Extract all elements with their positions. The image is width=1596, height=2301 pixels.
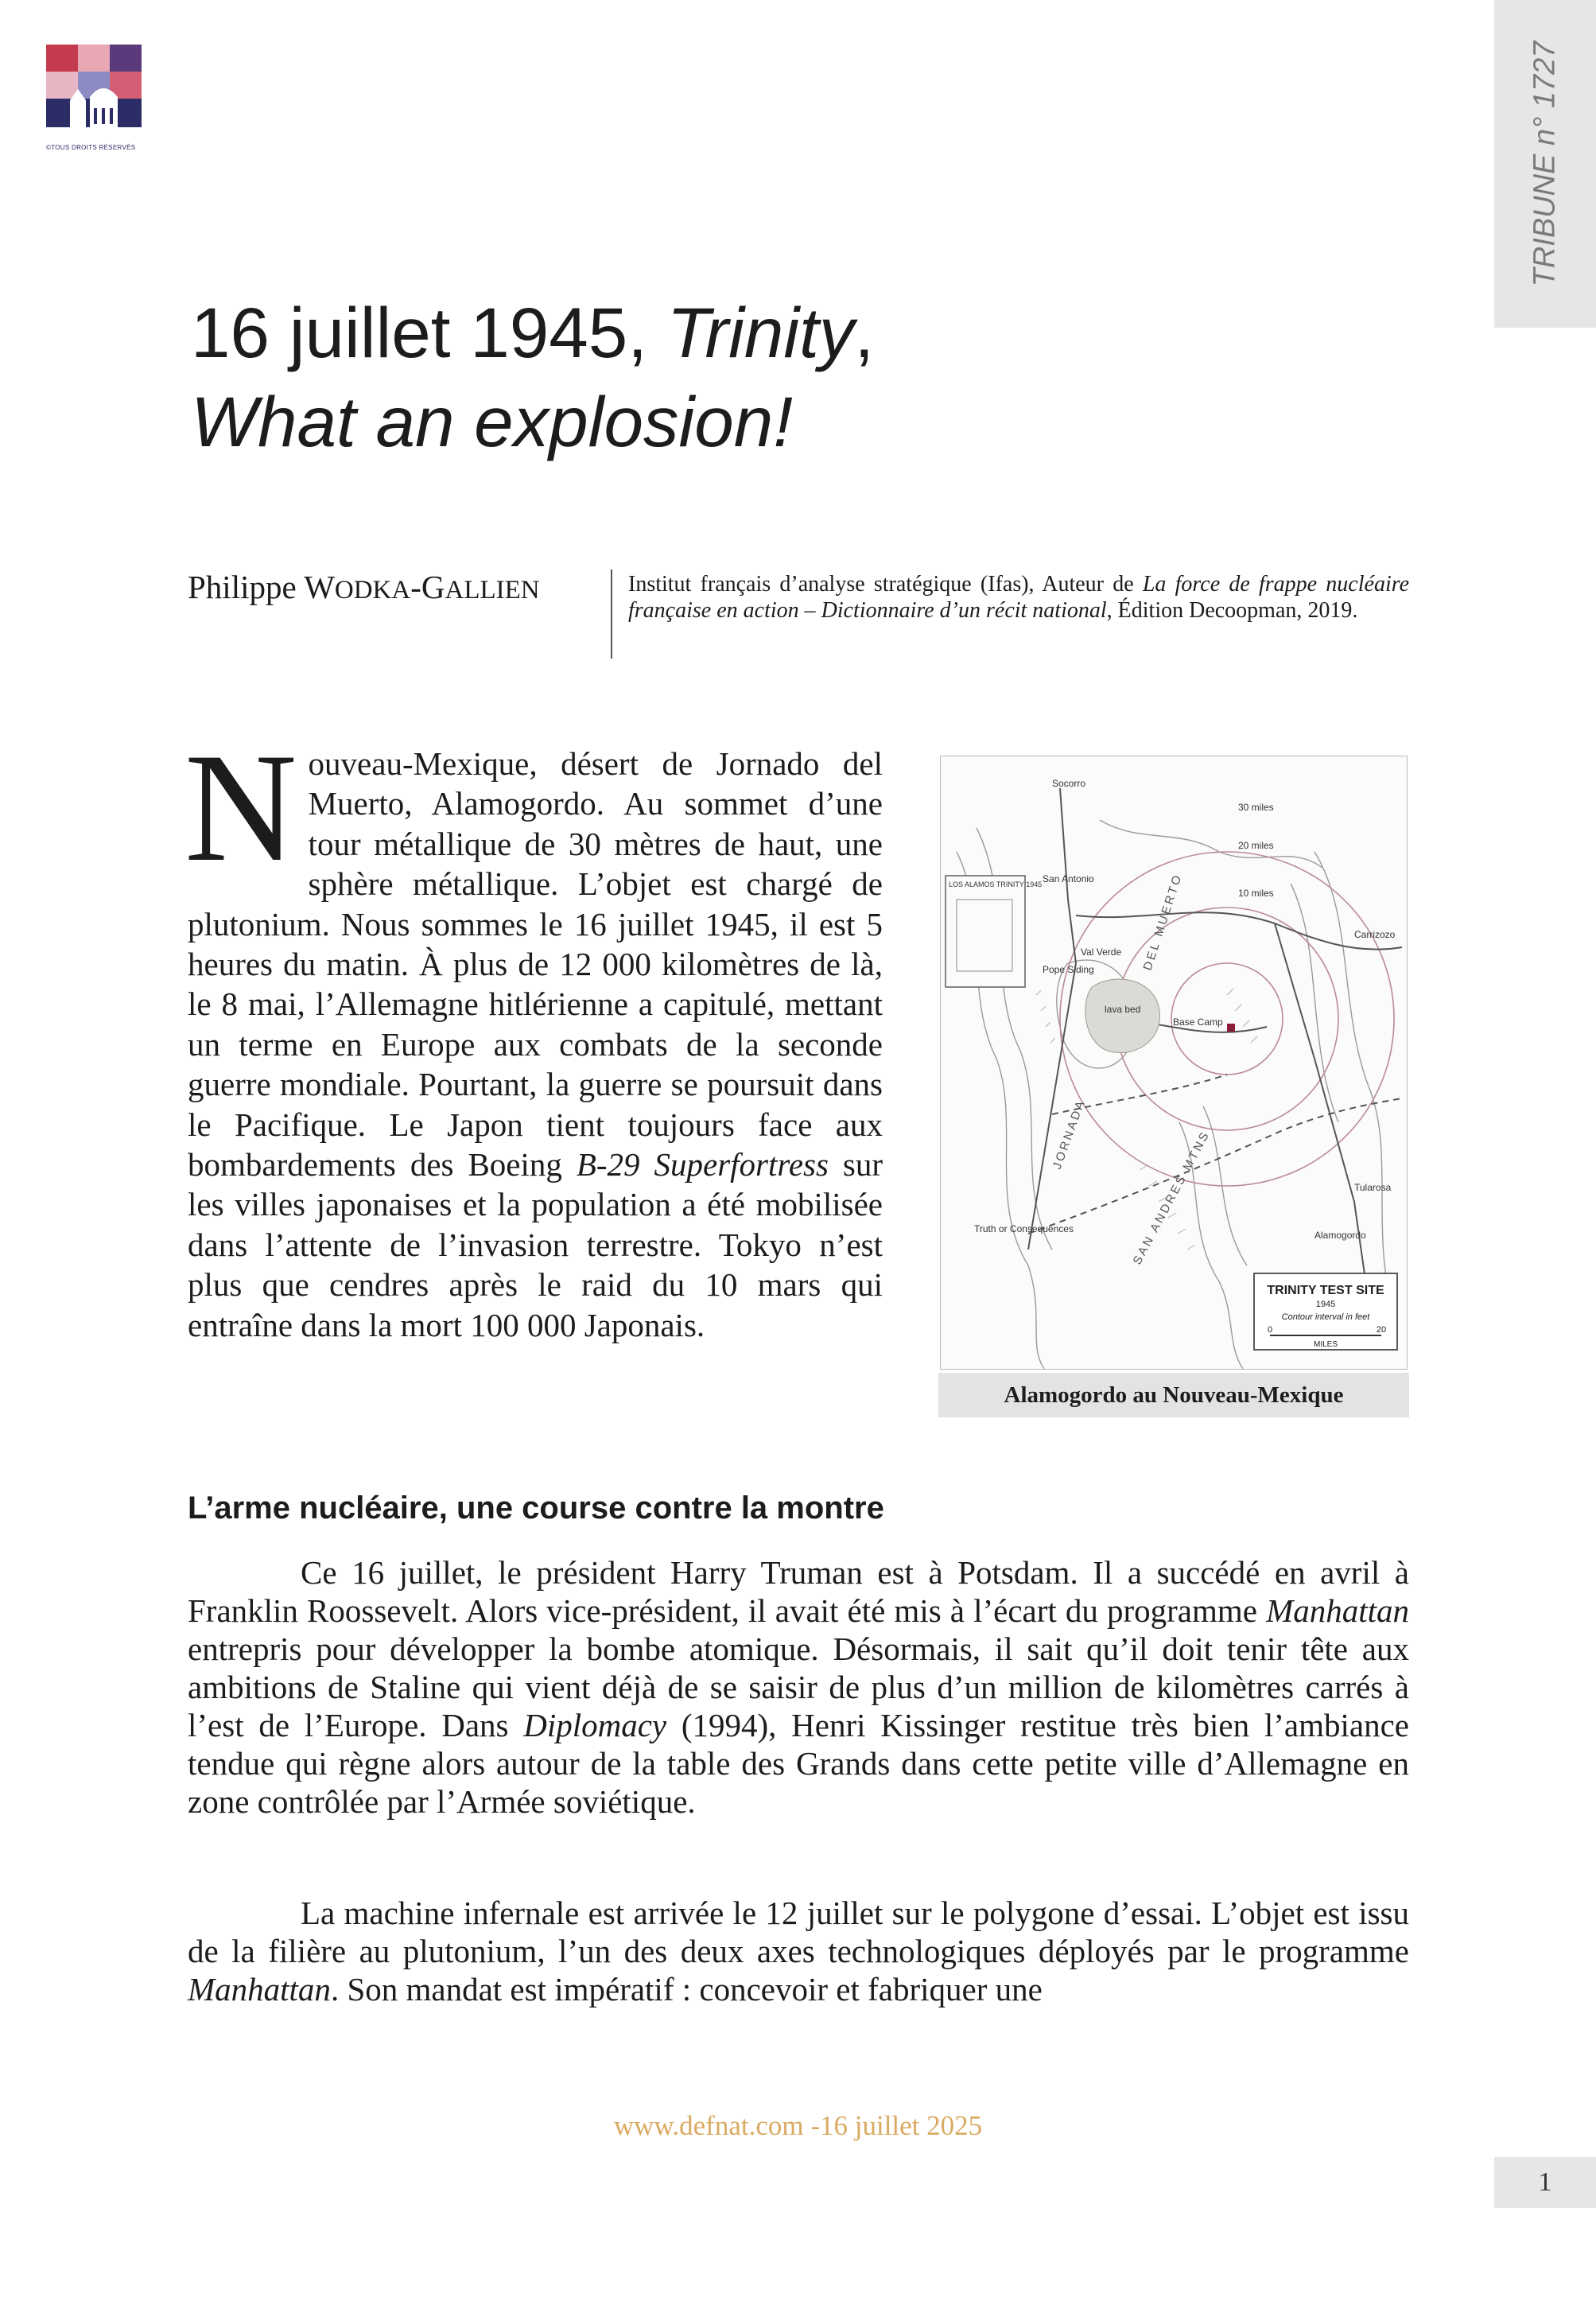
map-title: TRINITY TEST SITE: [1267, 1284, 1384, 1297]
lead-text: ouveau-Mexique, désert de Jornado del Muerto, Alamogordo. Au sommet d’une tour métallique de 30 mètres de haut, une sphère métallique. L’objet est chargé de plutonium. Nous sommes le 16 juillet 1945, il est 5 heures du matin. À plus de 12 000 kilomètres de là, le 8 mai, l’Allemagne hitlérienne a capitulé, mettant un terme en Europe aux combats de la seconde guerre mondiale. Pourtant, la guerre se poursuit dans le Pacifique. Le Japon tient toujours face aux bombardements des Boeing: [188, 745, 883, 1184]
tribune-label: TRIBUNE n° 1727: [1528, 41, 1562, 287]
map-label: lava bed: [1105, 1004, 1141, 1015]
author-last-smallcaps: ALLIEN: [445, 576, 540, 604]
map-year: 1945: [1315, 1300, 1336, 1309]
scale-label: 0: [1267, 1325, 1273, 1335]
map-label: 30 miles: [1238, 802, 1274, 813]
title-part: 16 juillet 1945,: [191, 293, 667, 372]
body-paragraph: [188, 1553, 1409, 1821]
title-part-italic: Trinity: [666, 293, 855, 372]
author-last-initial: W: [304, 569, 335, 605]
section-heading: L’arme nucléaire, une course contre la montre: [188, 1491, 884, 1526]
title-line2: What an explosion!: [191, 382, 793, 461]
body-text: (1994), Henri Kissinger restitue très bien l’ambiance tendue qui règne alors autour de la table des Grands dans cette petite ville d’Allemagne en zone contrôlée par l’Armée soviétique.: [188, 1707, 1409, 1820]
map-label: LOS ALAMOS TRINITY 1945: [949, 880, 1043, 888]
author-last-initial: -G: [410, 569, 445, 605]
map-label: Truth or Consequences: [974, 1223, 1074, 1234]
map-label: JORNADA: [1050, 1097, 1089, 1172]
lead-paragraph: [184, 721, 883, 1345]
author-affiliation: [628, 571, 1409, 624]
map-label: Socorro: [1052, 778, 1086, 789]
map-subtitle: Contour interval in feet: [1281, 1312, 1370, 1322]
lead-text: sur les villes japonaises et la population a été mobilisée dans l’attente de l’invasion terrestre. Tokyo n’est plus que cendres après le raid du 10 mars qui entraîne dans la mort 100 000 Japonais.: [188, 1146, 883, 1343]
scale-unit: MILES: [1313, 1340, 1338, 1349]
body-text-italic: Diplomacy: [523, 1707, 667, 1743]
author-divider: [611, 569, 612, 659]
map-label: SAN ANDRES MTNS: [1130, 1128, 1213, 1267]
body-text: La machine infernale est arrivée le 12 juillet sur le polygone d’essai. L’objet est issu de la filière au plutonium, l’un des deux axes technologiques déployés par le programme: [188, 1895, 1409, 1969]
page-number: 1: [1494, 2157, 1596, 2208]
affil-text: , Édition Decoopman, 2019.: [1106, 598, 1358, 623]
map-label: 20 miles: [1238, 840, 1274, 851]
title-part: ,: [854, 293, 875, 372]
author-last-smallcaps: ODKA: [334, 576, 411, 604]
body-text-italic: Manhattan: [188, 1971, 331, 2008]
map-label: 10 miles: [1238, 888, 1274, 899]
map-label: San Antonio: [1043, 873, 1094, 884]
body-text: entrepris pour développer la bombe atomique. Désormais, il sait qu’il doit tenir tête aux ambitions de Staline qui vient déjà de se saisir de plus d’un million de kilomètres carrés à l’est de l’Europe. Dans: [188, 1631, 1409, 1743]
footer-url-date: www.defnat.com -16 juillet 2025: [613, 2110, 983, 2141]
body-text-italic: Manhattan: [1266, 1592, 1409, 1629]
logo-caption: ©TOUS DROITS RÉSERVÉS: [46, 144, 136, 151]
map-label: Val Verde: [1081, 946, 1122, 958]
drop-cap: N: [184, 721, 297, 894]
map-label: Alamogordo: [1314, 1230, 1366, 1241]
trinity-map-image: [940, 756, 1408, 1370]
map-label: Carrizozo: [1354, 929, 1396, 940]
scale-label: 20: [1376, 1325, 1387, 1335]
map-label: Tularosa: [1354, 1182, 1392, 1193]
body-paragraph: [188, 1894, 1409, 2008]
body-text: . Son mandat est impératif : concevoir et fabriquer une: [330, 1971, 1043, 2008]
map-label: Pope Siding: [1043, 964, 1094, 975]
author-first: Philippe: [188, 569, 305, 605]
defnat-logo: [46, 45, 142, 151]
author-name: [188, 568, 540, 606]
affil-text: Institut français d’analyse stratégique (Ifas), Auteur de: [628, 572, 1143, 597]
figure-caption: Alamogordo au Nouveau-Mexique: [938, 1373, 1409, 1417]
body-text: Ce 16 juillet, le président Harry Truman est à Potsdam. Il a succédé en avril à Franklin Roossevelt. Alors vice-président, il avait été mis à l’écart du programme: [188, 1554, 1409, 1629]
tribune-tab: [1494, 0, 1596, 328]
lead-text-italic: B-29 Superfortress: [576, 1146, 829, 1184]
article-title: [191, 288, 1304, 466]
affil-book-title: La force de frappe nucléaire française en action – Dictionnaire d’un récit national: [628, 572, 1410, 623]
map-label: DEL MUERTO: [1140, 871, 1186, 973]
map-label: Base Camp: [1173, 1016, 1223, 1028]
